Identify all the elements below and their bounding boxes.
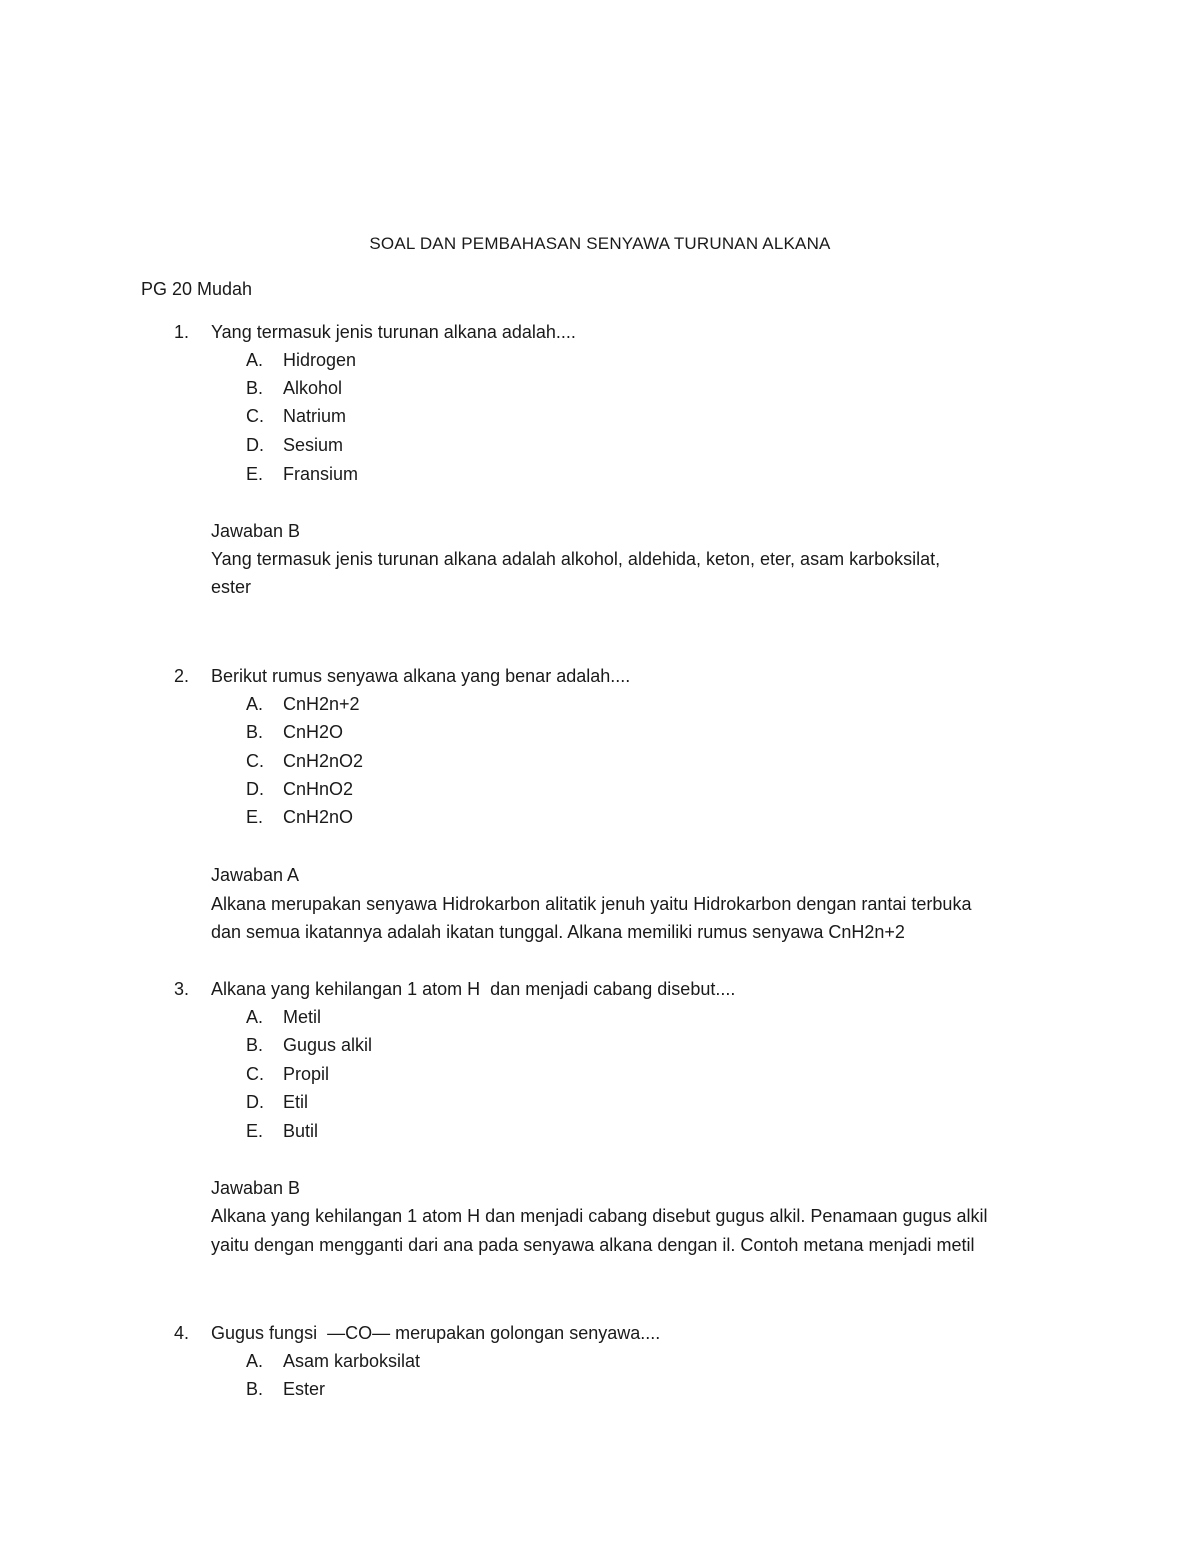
option-letter: E. <box>246 807 264 827</box>
option-text: Hidrogen <box>283 350 357 370</box>
option-item <box>0 718 1200 746</box>
option-letter: D. <box>246 435 264 455</box>
option-text: Propil <box>283 1064 330 1084</box>
option-item <box>0 775 1200 803</box>
option-item <box>0 1003 1200 1031</box>
question-number: 3. <box>174 979 190 999</box>
question-number: 2. <box>174 666 190 686</box>
option-item <box>0 1117 1200 1145</box>
option-item <box>0 1031 1200 1059</box>
question-2 <box>0 662 1200 690</box>
option-text: CnH2O <box>283 722 344 742</box>
question-number: 1. <box>174 322 190 342</box>
option-letter: B. <box>246 1035 264 1055</box>
option-letter: A. <box>246 350 264 370</box>
answer-explanation-line: ester <box>211 577 252 597</box>
option-item <box>0 1375 1200 1403</box>
option-letter: C. <box>246 406 264 426</box>
answer-explanation-line: Yang termasuk jenis turunan alkana adalah alkohol, aldehida, keton, eter, asam karboksilat, <box>211 549 941 569</box>
answer-explanation-line: dan semua ikatannya adalah ikatan tunggal. Alkana memiliki rumus senyawa CnH2n+2 <box>211 922 905 942</box>
question-1 <box>0 318 1200 346</box>
question-4 <box>0 1319 1200 1347</box>
option-text: Ester <box>283 1379 326 1399</box>
answer-explanation-line: yaitu dengan mengganti dari ana pada senyawa alkana dengan il. Contoh metana menjadi metil <box>211 1235 975 1255</box>
option-item <box>0 402 1200 430</box>
option-item <box>0 747 1200 775</box>
option-letter: E. <box>246 1121 264 1141</box>
option-letter: D. <box>246 1092 264 1112</box>
option-text: Butil <box>283 1121 319 1141</box>
option-letter: C. <box>246 1064 264 1084</box>
answer-explanation-line: Alkana yang kehilangan 1 atom H dan menjadi cabang disebut gugus alkil. Penamaan gugus alkil <box>211 1206 988 1226</box>
option-item <box>0 431 1200 459</box>
option-text: Gugus alkil <box>283 1035 373 1055</box>
answer-explanation-line: Alkana merupakan senyawa Hidrokarbon alitatik jenuh yaitu Hidrokarbon dengan rantai terbuka <box>211 894 972 914</box>
option-text: CnH2nO2 <box>283 751 364 771</box>
answer-label: Jawaban A <box>211 865 300 885</box>
question-number: 4. <box>174 1323 190 1343</box>
option-text: CnHnO2 <box>283 779 354 799</box>
answer-label: Jawaban B <box>211 521 301 541</box>
option-item <box>0 1088 1200 1116</box>
option-letter: B. <box>246 378 264 398</box>
option-item <box>0 803 1200 831</box>
option-letter: E. <box>246 464 264 484</box>
question-text: Berikut rumus senyawa alkana yang benar adalah.... <box>211 666 631 686</box>
option-letter: A. <box>246 694 264 714</box>
difficulty-level: PG 20 Mudah <box>141 279 253 299</box>
option-text: Asam karboksilat <box>283 1351 421 1371</box>
option-item <box>0 1347 1200 1375</box>
option-letter: D. <box>246 779 264 799</box>
option-item <box>0 346 1200 374</box>
option-letter: B. <box>246 722 264 742</box>
answer-label: Jawaban B <box>211 1178 301 1198</box>
option-letter: A. <box>246 1007 264 1027</box>
option-text: Fransium <box>283 464 359 484</box>
option-text: Alkohol <box>283 378 343 398</box>
option-text: CnH2n+2 <box>283 694 360 714</box>
question-text: Alkana yang kehilangan 1 atom H dan menjadi cabang disebut.... <box>211 979 736 999</box>
option-item <box>0 690 1200 718</box>
option-item <box>0 1060 1200 1088</box>
option-text: Etil <box>283 1092 309 1112</box>
option-letter: A. <box>246 1351 264 1371</box>
question-3 <box>0 975 1200 1003</box>
option-text: CnH2nO <box>283 807 354 827</box>
option-letter: B. <box>246 1379 264 1399</box>
option-item <box>0 460 1200 488</box>
option-item <box>0 374 1200 402</box>
option-text: Metil <box>283 1007 322 1027</box>
option-text: Natrium <box>283 406 347 426</box>
question-text: Yang termasuk jenis turunan alkana adalah.... <box>211 322 576 342</box>
page-title: SOAL DAN PEMBAHASAN SENYAWA TURUNAN ALKANA <box>369 234 831 253</box>
option-text: Sesium <box>283 435 344 455</box>
option-letter: C. <box>246 751 264 771</box>
question-text: Gugus fungsi —CO— merupakan golongan senyawa.... <box>211 1323 661 1343</box>
